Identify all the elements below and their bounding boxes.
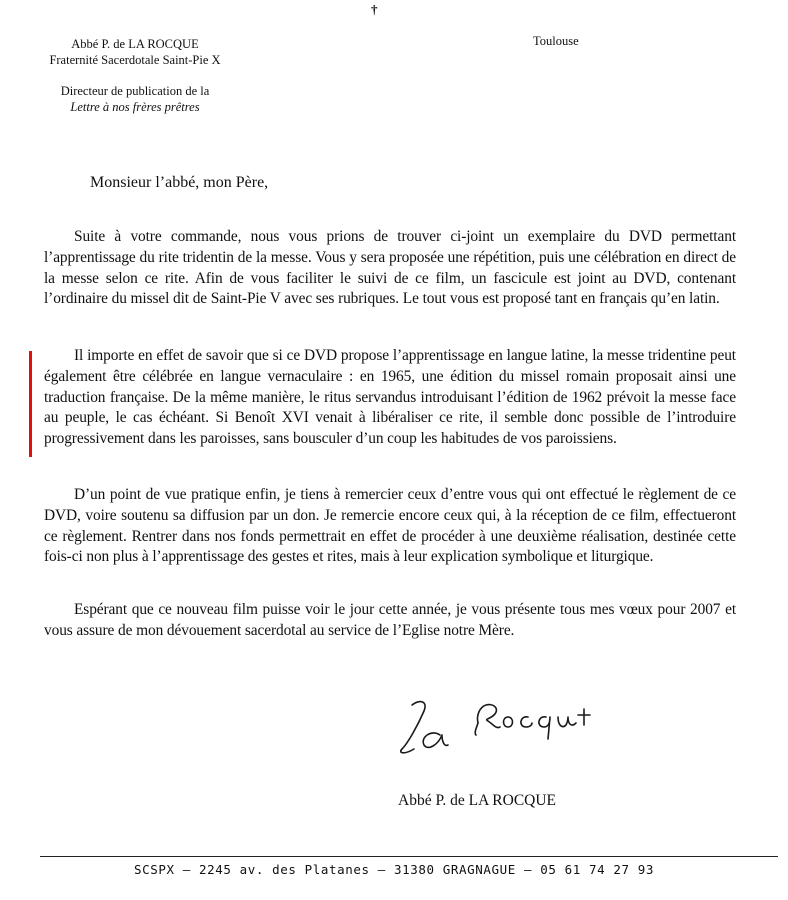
sender-organization: Fraternité Sacerdotale Saint-Pie X (49, 53, 221, 67)
margin-highlight-mark (29, 351, 32, 457)
handwritten-signature (390, 685, 605, 770)
body-paragraph-2: Il importe en effet de savoir que si ce DVD propose l’apprentissage en langue latine, la messe tridentine peut également être célébrée en langue vernaculaire : en 1965, une édition du missel romain proposait ainsi une traduction française. De la même manière, le ritus servandus introduisant l’édition de 1962 prévoit la messe face au peuple, le cas échéant. Si Benoît XVI venait à libéraliser ce rite, il semble donc possible de l’introduire progressivement dans les paroisses, sans bousculer d’un coup les habitudes de vos paroissiens. (44, 347, 736, 448)
cross-symbol: † (371, 2, 378, 17)
sender-name: Abbé P. de LA ROCQUE (71, 37, 199, 51)
signature-name: Abbé P. de LA ROCQUE (398, 792, 557, 809)
salutation: Monsieur l’abbé, mon Père, (90, 174, 269, 191)
sender-role: Directeur de publication de la (60, 84, 210, 98)
city: Toulouse (533, 34, 579, 48)
footer-address: SCSPX – 2245 av. des Platanes – 31380 GRAGNAGUE – 05 61 74 27 93 (133, 862, 655, 877)
body-paragraph-4: Espérant que ce nouveau film puisse voir le jour cette année, je vous présente tous mes vœux pour 2007 et vous assure de mon dévouement sacerdotal au service de l’Eglise notre Mère. (44, 601, 736, 639)
body-paragraph-1: Suite à votre commande, nous vous prions de trouver ci-joint un exemplaire du DVD permettant l’apprentissage du rite tridentin de la messe. Vous y sera proposée une répétition, puis une célébration en direct de la messe selon ce rite. Afin de vous faciliter le suivi de ce film, un fascicule est joint au DVD, contenant l’ordinaire du missel dit de Saint-Pie V avec ses rubriques. Le tout vous est proposé tant en français qu’en latin. (44, 228, 736, 308)
body-paragraph-3: D’un point de vue pratique enfin, je tiens à remercier ceux d’entre vous qui ont effectué le règlement de ce DVD, voire soutenu sa diffusion par un don. Je remercie encore ceux qui, à la réception de ce film, effectueront ce règlement. Rentrer dans nos fonds permettrait en effet de procéder à une deuxième réalisation, destinée cette fois-ci non plus à l’apprentissage des gestes et rites, mais à leur explication symbolique et liturgique. (44, 486, 736, 566)
footer-divider (40, 856, 778, 857)
publication-title: Lettre à nos frères prêtres (70, 100, 200, 114)
sender-block (40, 36, 230, 115)
